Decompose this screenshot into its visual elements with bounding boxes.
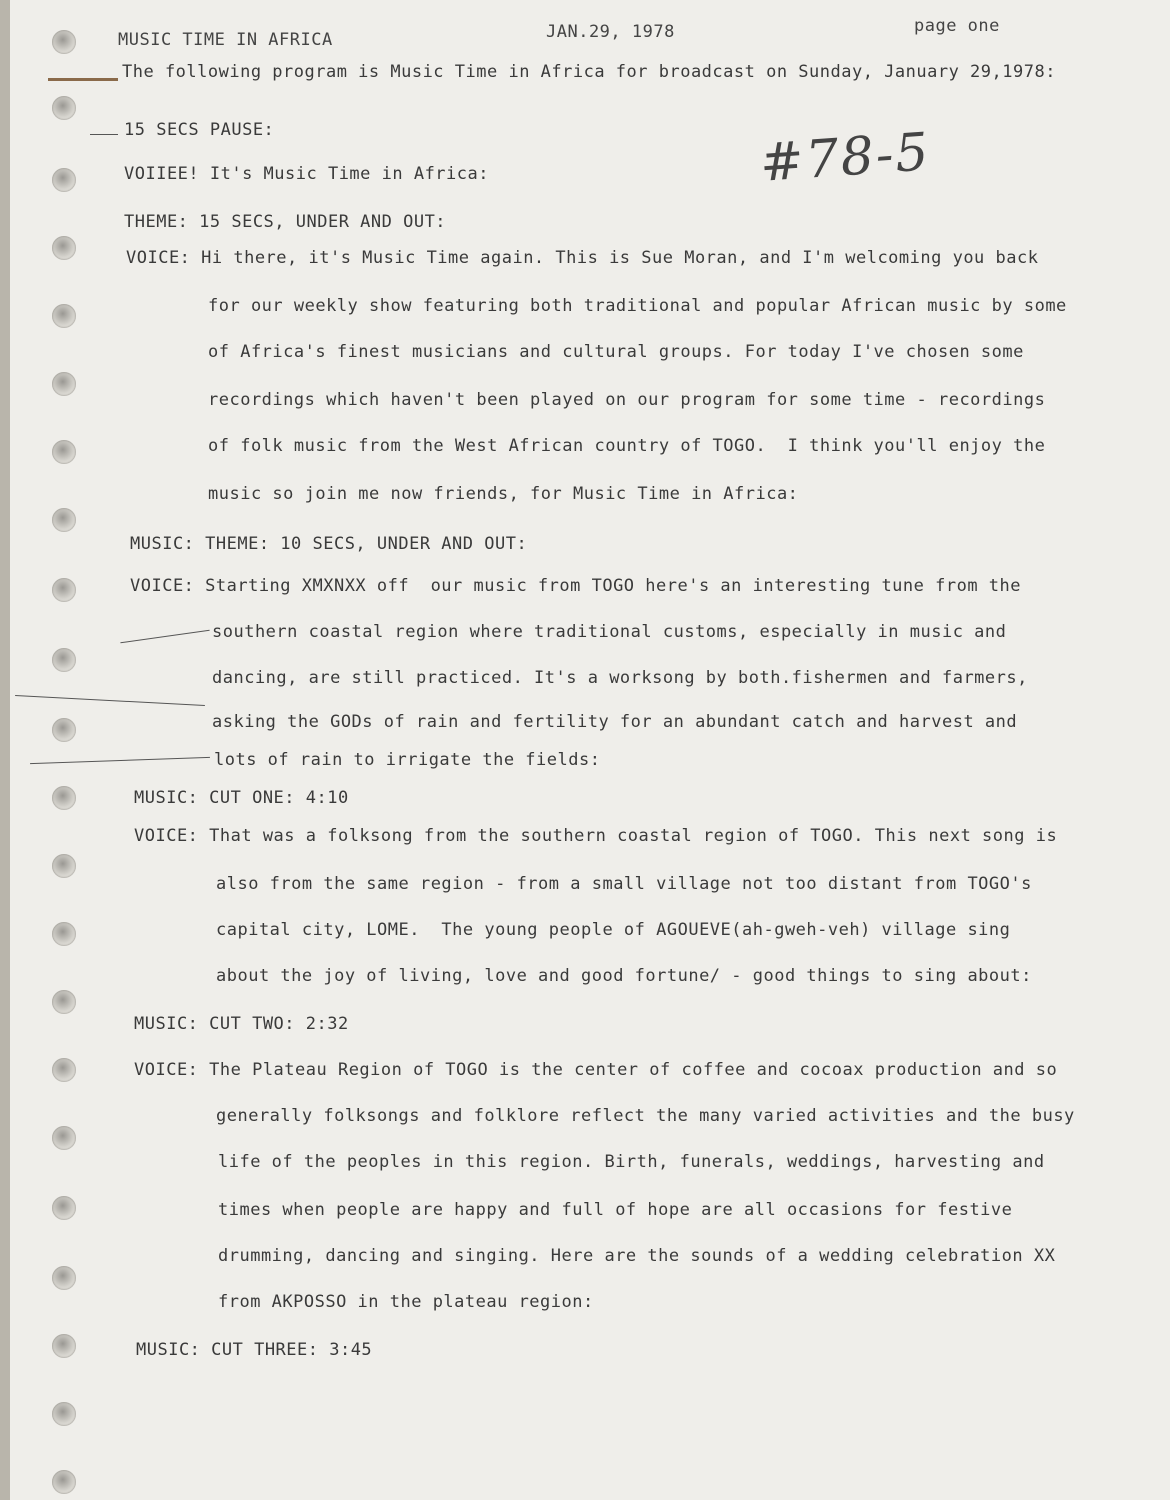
punch-hole xyxy=(52,372,76,396)
punch-hole xyxy=(52,1196,76,1220)
script-line: life of the peoples in this region. Birth, funerals, weddings, harvesting and xyxy=(218,1152,1045,1172)
script-line: of folk music from the West African country of TOGO. I think you'll enjoy the xyxy=(208,436,1046,456)
pen-mark xyxy=(48,78,118,81)
script-line: generally folksongs and folklore reflect the many varied activities and the busy xyxy=(216,1106,1075,1126)
script-line: of Africa's finest musicians and cultural groups. For today I've chosen some xyxy=(208,342,1024,362)
punch-hole xyxy=(52,1058,76,1082)
script-line: asking the GODs of rain and fertility for an abundant catch and harvest and xyxy=(212,712,1018,732)
script-line: recordings which haven't been played on our program for some time - recordings xyxy=(208,390,1046,410)
punch-hole xyxy=(52,508,76,532)
punch-hole xyxy=(52,1470,76,1494)
punch-hole xyxy=(52,304,76,328)
punch-hole xyxy=(52,786,76,810)
script-line: drumming, dancing and singing. Here are the sounds of a wedding celebration XX xyxy=(218,1246,1056,1266)
script-line: VOICE: That was a folksong from the southern coastal region of TOGO. This next song is xyxy=(134,826,1058,846)
script-line: MUSIC: CUT THREE: 3:45 xyxy=(136,1340,373,1360)
punch-hole xyxy=(52,1402,76,1426)
pen-mark xyxy=(90,134,118,135)
punch-hole xyxy=(52,168,76,192)
script-line: lots of rain to irrigate the fields: xyxy=(214,750,601,770)
script-line: capital city, LOME. The young people of AGOUEVE(ah-gweh-veh) village sing xyxy=(216,920,1011,940)
punch-hole xyxy=(52,236,76,260)
script-line: from AKPOSSO in the plateau region: xyxy=(218,1292,594,1312)
script-line: VOICE: Hi there, it's Music Time again. This is Sue Moran, and I'm welcoming you back xyxy=(126,248,1039,268)
script-line: about the joy of living, love and good fortune/ - good things to sing about: xyxy=(216,966,1032,986)
handwritten-note: #78-5 xyxy=(758,122,933,194)
script-line: for our weekly show featuring both traditional and popular African music by some xyxy=(208,296,1067,316)
script-line: THEME: 15 SECS, UNDER AND OUT: xyxy=(124,212,447,232)
punch-hole xyxy=(52,718,76,742)
script-line: music so join me now friends, for Music Time in Africa: xyxy=(208,484,799,504)
script-line: VOICE: Starting XMXNXX off our music from TOGO here's an interesting tune from the xyxy=(130,576,1021,596)
punch-hole xyxy=(52,854,76,878)
punch-hole xyxy=(52,30,76,54)
broadcast-date: JAN.29, 1978 xyxy=(546,22,675,42)
script-line: VOICE: The Plateau Region of TOGO is the center of coffee and cocoax production and so xyxy=(134,1060,1058,1080)
punch-hole xyxy=(52,648,76,672)
script-line: MUSIC: THEME: 10 SECS, UNDER AND OUT: xyxy=(130,534,528,554)
script-line: MUSIC: CUT ONE: 4:10 xyxy=(134,788,349,808)
script-line: MUSIC: CUT TWO: 2:32 xyxy=(134,1014,349,1034)
page-number: page one xyxy=(914,16,1000,36)
pen-mark xyxy=(120,630,209,644)
punch-hole xyxy=(52,1126,76,1150)
punch-hole xyxy=(52,1334,76,1358)
paper-edge xyxy=(0,0,10,1500)
script-line: VOIIEE! It's Music Time in Africa: xyxy=(124,164,489,184)
punch-hole xyxy=(52,990,76,1014)
program-title: MUSIC TIME IN AFRICA xyxy=(118,30,333,50)
pen-mark xyxy=(15,695,205,706)
punch-hole xyxy=(52,440,76,464)
punch-holes xyxy=(52,30,82,1500)
script-line: southern coastal region where traditional customs, especially in music and xyxy=(212,622,1007,642)
script-line: 15 SECS PAUSE: xyxy=(124,120,275,140)
script-line: also from the same region - from a small village not too distant from TOGO's xyxy=(216,874,1032,894)
script-line: times when people are happy and full of hope are all occasions for festive xyxy=(218,1200,1013,1220)
punch-hole xyxy=(52,96,76,120)
punch-hole xyxy=(52,578,76,602)
punch-hole xyxy=(52,1266,76,1290)
script-line: The following program is Music Time in Africa for broadcast on Sunday, January 29,1978: xyxy=(122,62,1056,82)
punch-hole xyxy=(52,922,76,946)
script-line: dancing, are still practiced. It's a worksong by both.fishermen and farmers, xyxy=(212,668,1028,688)
